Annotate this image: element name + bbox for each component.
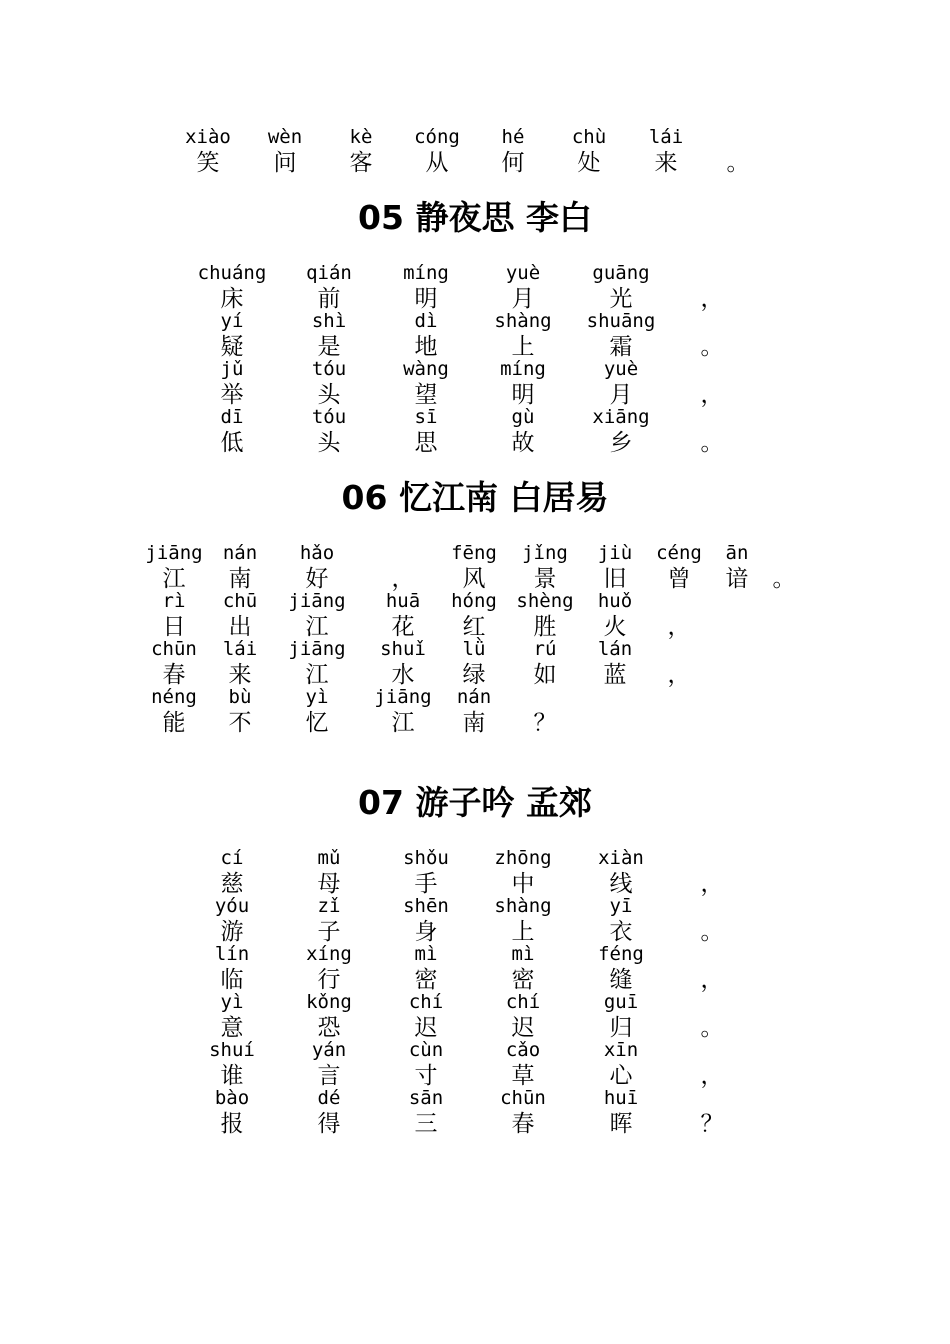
poem-line-hanzi: 花	[391, 614, 415, 640]
fragment-hanzi: 来	[654, 150, 678, 176]
poem-line-hanzi: 寸	[414, 1063, 438, 1089]
poem-line-hanzi: 水	[391, 662, 415, 688]
poem-line-pinyin: tóu	[311, 358, 347, 380]
poem-line-pinyin: zǐ	[317, 895, 341, 917]
poem-line-hanzi: 故	[511, 430, 535, 456]
poem-line-hanzi: ？	[700, 1111, 724, 1137]
poem-line-hanzi: 归	[609, 1015, 633, 1041]
poem-line-hanzi: 光	[609, 286, 633, 312]
poem-line-hanzi: 能	[162, 710, 186, 736]
poem-line-hanzi: 景	[533, 566, 557, 592]
poem-line-hanzi: 忆	[305, 710, 329, 736]
poem-line-hanzi: 蓝	[603, 662, 627, 688]
poem-line-pinyin: cǎo	[505, 1039, 541, 1061]
poem-line-pinyin: shuāng	[586, 310, 656, 332]
poem-line-hanzi: ，	[700, 1063, 724, 1089]
poem-line-hanzi: 来	[228, 662, 252, 688]
fragment-pinyin: chù	[571, 126, 607, 148]
fragment-hanzi: 客	[349, 150, 373, 176]
poem-line-hanzi: 江	[305, 614, 329, 640]
poem-line-pinyin: shǒu	[403, 847, 449, 869]
poem-line-hanzi: 如	[533, 662, 557, 688]
poem-line-pinyin: lái	[222, 638, 258, 660]
poem-line-hanzi: 日	[162, 614, 186, 640]
poem-line-hanzi: ，	[667, 662, 691, 688]
fragment-pinyin: wèn	[267, 126, 303, 148]
fragment-pinyin: cóng	[414, 126, 460, 148]
poem-line-hanzi: 月	[609, 382, 633, 408]
poem-line-hanzi: 缝	[609, 967, 633, 993]
poem-line-pinyin: dé	[317, 1087, 341, 1109]
poem-line-hanzi: 胜	[533, 614, 557, 640]
fragment-hanzi: 从	[425, 150, 449, 176]
poem-line-hanzi: 明	[414, 286, 438, 312]
poem-line-hanzi: 谁	[220, 1063, 244, 1089]
poem-line-hanzi: 江	[391, 710, 415, 736]
poem-line-pinyin: jiāng	[374, 686, 432, 708]
poem-line-hanzi: 前	[317, 286, 341, 312]
poem-line-hanzi: 疑	[220, 334, 244, 360]
poem-line-hanzi: 密	[414, 967, 438, 993]
poem-line-pinyin: hóng	[451, 590, 497, 612]
fragment-hanzi: 何	[501, 150, 525, 176]
poem-title-youziyin: 07 游子吟 孟郊	[358, 783, 592, 822]
poem-line-hanzi: 密	[511, 967, 535, 993]
poem-line-hanzi: 报	[220, 1111, 244, 1137]
poem-line-pinyin: huī	[603, 1087, 639, 1109]
poem-line-hanzi: 明	[511, 382, 535, 408]
poem-line-pinyin: cí	[220, 847, 244, 869]
poem-line-hanzi: ，	[700, 871, 724, 897]
poem-line-pinyin: sān	[408, 1087, 444, 1109]
poem-line-hanzi: 火	[603, 614, 627, 640]
poem-line-pinyin: céng	[656, 542, 702, 564]
poem-line-hanzi: ，	[700, 382, 724, 408]
poem-line-hanzi: 出	[228, 614, 252, 640]
poem-line-hanzi: 身	[414, 919, 438, 945]
poem-line-hanzi: ，	[700, 967, 724, 993]
poem-line-pinyin: lín	[214, 943, 250, 965]
poem-line-pinyin: shì	[311, 310, 347, 332]
poem-line-pinyin: ān	[725, 542, 749, 564]
fragment-hanzi: 。	[726, 150, 750, 176]
poem-line-hanzi: 霜	[609, 334, 633, 360]
poem-line-hanzi: 上	[511, 919, 535, 945]
poem-line-hanzi: 江	[305, 662, 329, 688]
poem-line-pinyin: néng	[151, 686, 197, 708]
poem-line-pinyin: tóu	[311, 406, 347, 428]
poem-line-pinyin: chūn	[151, 638, 197, 660]
poem-line-hanzi: 行	[317, 967, 341, 993]
poem-line-hanzi: 地	[414, 334, 438, 360]
poem-line-hanzi: 得	[317, 1111, 341, 1137]
poem-line-pinyin: shèng	[516, 590, 574, 612]
poem-line-pinyin: xiàn	[598, 847, 644, 869]
poem-line-pinyin: yī	[609, 895, 633, 917]
poem-line-pinyin: guāng	[592, 262, 650, 284]
poem-line-pinyin: jǐng	[522, 542, 568, 564]
fragment-hanzi: 问	[273, 150, 297, 176]
poem-line-pinyin: shuí	[209, 1039, 255, 1061]
poem-line-hanzi: 。	[700, 334, 724, 360]
poem-line-pinyin: rú	[533, 638, 557, 660]
poem-line-pinyin: huǒ	[597, 590, 633, 612]
poem-line-pinyin: mì	[414, 943, 438, 965]
poem-line-pinyin: shuǐ	[380, 638, 426, 660]
poem-line-hanzi: 中	[511, 871, 535, 897]
poem-line-pinyin: qián	[306, 262, 352, 284]
poem-line-hanzi: 江	[162, 566, 186, 592]
poem-line-pinyin: cùn	[408, 1039, 444, 1061]
poem-line-hanzi: 谙	[725, 566, 749, 592]
poem-line-hanzi: 手	[414, 871, 438, 897]
poem-line-hanzi: ，	[700, 286, 724, 312]
poem-line-pinyin: jiù	[597, 542, 633, 564]
poem-line-hanzi: 晖	[609, 1111, 633, 1137]
poem-line-pinyin: xiāng	[592, 406, 650, 428]
poem-line-hanzi: 。	[700, 1015, 724, 1041]
poem-line-hanzi: 望	[414, 382, 438, 408]
poem-line-pinyin: mì	[511, 943, 535, 965]
poem-line-hanzi: 草	[511, 1063, 535, 1089]
poem-line-hanzi: 旧	[603, 566, 627, 592]
poem-line-hanzi: 床	[220, 286, 244, 312]
poem-line-hanzi: 子	[317, 919, 341, 945]
poem-line-pinyin: shàng	[494, 310, 552, 332]
poem-line-pinyin: xíng	[306, 943, 352, 965]
poem-line-hanzi: 不	[228, 710, 252, 736]
poem-line-pinyin: shàng	[494, 895, 552, 917]
poem-line-hanzi: 言	[317, 1063, 341, 1089]
poem-line-pinyin: chí	[408, 991, 444, 1013]
poem-line-pinyin: hǎo	[299, 542, 335, 564]
poem-line-pinyin: fēng	[451, 542, 497, 564]
poem-line-pinyin: féng	[598, 943, 644, 965]
poem-line-hanzi: 春	[511, 1111, 535, 1137]
poem-line-hanzi: 母	[317, 871, 341, 897]
fragment-hanzi: 处	[577, 150, 601, 176]
poem-line-pinyin: chūn	[500, 1087, 546, 1109]
poem-line-pinyin: wàng	[403, 358, 449, 380]
poem-line-hanzi: 线	[609, 871, 633, 897]
poem-line-hanzi: 。	[700, 919, 724, 945]
poem-line-pinyin: chí	[505, 991, 541, 1013]
fragment-hanzi: 笑	[196, 150, 220, 176]
poem-line-hanzi: 是	[317, 334, 341, 360]
poem-line-hanzi: 南	[462, 710, 486, 736]
poem-line-pinyin: mǔ	[317, 847, 341, 869]
poem-line-hanzi: 三	[414, 1111, 438, 1137]
poem-line-pinyin: nán	[456, 686, 492, 708]
poem-title-yijiangnan: 06 忆江南 白居易	[341, 478, 609, 517]
poem-line-pinyin: jiāng	[288, 638, 346, 660]
poem-line-hanzi: ？	[533, 710, 557, 736]
poem-line-hanzi: 慈	[220, 871, 244, 897]
poem-line-pinyin: yán	[311, 1039, 347, 1061]
poem-line-hanzi: 曾	[667, 566, 691, 592]
poem-line-hanzi: ，	[391, 566, 415, 592]
poem-line-pinyin: kǒng	[306, 991, 352, 1013]
poem-line-hanzi: 低	[220, 430, 244, 456]
poem-line-hanzi: 意	[220, 1015, 244, 1041]
fragment-pinyin: hé	[501, 126, 525, 148]
poem-line-pinyin: shēn	[403, 895, 449, 917]
poem-line-hanzi: 好	[305, 566, 329, 592]
poem-line-pinyin: huā	[385, 590, 421, 612]
poem-line-hanzi: 头	[317, 430, 341, 456]
poem-line-pinyin: jiāng	[145, 542, 203, 564]
poem-line-pinyin: yì	[305, 686, 329, 708]
poem-line-hanzi: 思	[414, 430, 438, 456]
poem-line-hanzi: 春	[162, 662, 186, 688]
poem-line-hanzi: 月	[511, 286, 535, 312]
fragment-pinyin: kè	[349, 126, 373, 148]
poem-line-hanzi: 迟	[511, 1015, 535, 1041]
poem-line-pinyin: dì	[414, 310, 438, 332]
poem-line-hanzi: 南	[228, 566, 252, 592]
poem-line-pinyin: yuè	[505, 262, 541, 284]
poem-line-hanzi: 。	[700, 430, 724, 456]
poem-line-hanzi: 绿	[462, 662, 486, 688]
poem-line-hanzi: 恐	[317, 1015, 341, 1041]
fragment-pinyin: lái	[648, 126, 684, 148]
poem-line-hanzi: 。	[772, 566, 796, 592]
poem-line-pinyin: gù	[511, 406, 535, 428]
poem-line-hanzi: ，	[667, 614, 691, 640]
poem-line-pinyin: chū	[222, 590, 258, 612]
poem-line-pinyin: bù	[228, 686, 252, 708]
poem-line-hanzi: 举	[220, 382, 244, 408]
poem-line-pinyin: míng	[500, 358, 546, 380]
fragment-pinyin: xiào	[185, 126, 231, 148]
poem-line-pinyin: yuè	[603, 358, 639, 380]
poem-line-hanzi: 心	[609, 1063, 633, 1089]
poem-line-pinyin: rì	[162, 590, 186, 612]
poem-line-hanzi: 风	[462, 566, 486, 592]
poem-line-pinyin: chuáng	[197, 262, 267, 284]
poem-line-pinyin: míng	[403, 262, 449, 284]
poem-line-hanzi: 临	[220, 967, 244, 993]
poem-line-pinyin: nán	[222, 542, 258, 564]
poem-line-hanzi: 红	[462, 614, 486, 640]
poem-line-pinyin: yóu	[214, 895, 250, 917]
poem-line-pinyin: bào	[214, 1087, 250, 1109]
poem-line-pinyin: xīn	[603, 1039, 639, 1061]
poem-line-pinyin: sī	[414, 406, 438, 428]
poem-line-pinyin: jǔ	[220, 358, 244, 380]
poem-line-hanzi: 衣	[609, 919, 633, 945]
poem-line-pinyin: guī	[603, 991, 639, 1013]
poem-line-pinyin: zhōng	[494, 847, 552, 869]
poem-line-pinyin: lán	[597, 638, 633, 660]
poem-line-hanzi: 迟	[414, 1015, 438, 1041]
poem-line-pinyin: yì	[220, 991, 244, 1013]
poem-line-hanzi: 头	[317, 382, 341, 408]
poem-line-pinyin: jiāng	[288, 590, 346, 612]
poem-line-hanzi: 上	[511, 334, 535, 360]
poem-line-pinyin: yí	[220, 310, 244, 332]
poem-line-pinyin: lǜ	[462, 638, 486, 660]
poem-line-hanzi: 游	[220, 919, 244, 945]
poem-line-pinyin: dī	[220, 406, 244, 428]
poem-title-jingyesi: 05 静夜思 李白	[358, 198, 592, 237]
poem-line-hanzi: 乡	[609, 430, 633, 456]
